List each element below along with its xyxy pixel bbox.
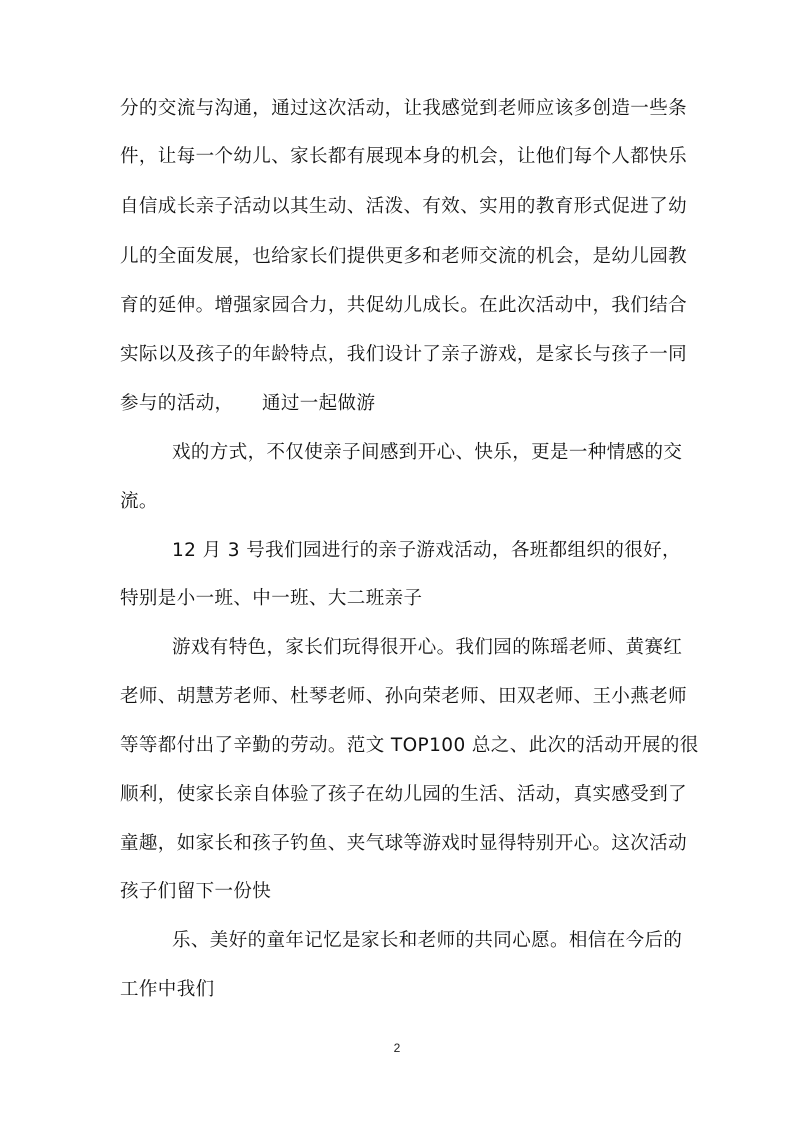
text-line-11: 特别是小一班、中一班、大二班亲子 [120,588,423,609]
text-line-5: 育的延伸。增强家园合力，共促幼儿成长。在此次活动中，我们结合 [120,295,688,316]
text-line-1: 分的交流与沟通，通过这次活动，让我感觉到老师应该多创造一些条 [120,98,688,119]
text-line-4: 儿的全面发展，也给家长们提供更多和老师交流的机会，是幼儿园教 [120,246,688,267]
text-line-14: 等等都付出了辛勤的劳动。范文 TOP100 总之、此次的活动开展的很 [120,735,699,756]
text-line-8: 戏的方式，不仅使亲子间感到开心、快乐，更是一种情感的交 [172,442,683,463]
text-line-17: 孩子们留下一份快 [120,881,272,902]
text-line-16: 童趣，如家长和孩子钓鱼、夹气球等游戏时显得特别开心。这次活动 [120,833,688,854]
page-number: 2 [393,1041,401,1055]
text-line-2: 件，让每一个幼儿、家长都有展现本身的机会，让他们每个人都快乐 [120,146,688,167]
text-line-12: 游戏有特色，家长们玩得很开心。我们园的陈瑶老师、黄赛红 [172,637,683,658]
text-line-7: 参与的活动， 通过一起做游 [120,393,376,414]
text-line-15: 顺利，使家长亲自体验了孩子在幼儿园的生活、活动，真实感受到了 [120,784,688,805]
text-line-9: 流。 [120,491,158,512]
text-line-10: 12 月 3 号我们园进行的亲子游戏活动，各班都组织的很好， [172,540,681,561]
text-line-18: 乐、美好的童年记忆是家长和老师的共同心愿。相信在今后的 [172,930,683,951]
text-line-6: 实际以及孩子的年龄特点，我们设计了亲子游戏，是家长与孩子一同 [120,344,688,365]
text-line-13: 老师、胡慧芳老师、杜琴老师、孙向荣老师、田双老师、王小燕老师 [120,686,688,707]
text-line-3: 自信成长亲子活动以其生动、活泼、有效、实用的教育形式促进了幼 [120,196,688,217]
text-line-19: 工作中我们 [120,979,215,1000]
